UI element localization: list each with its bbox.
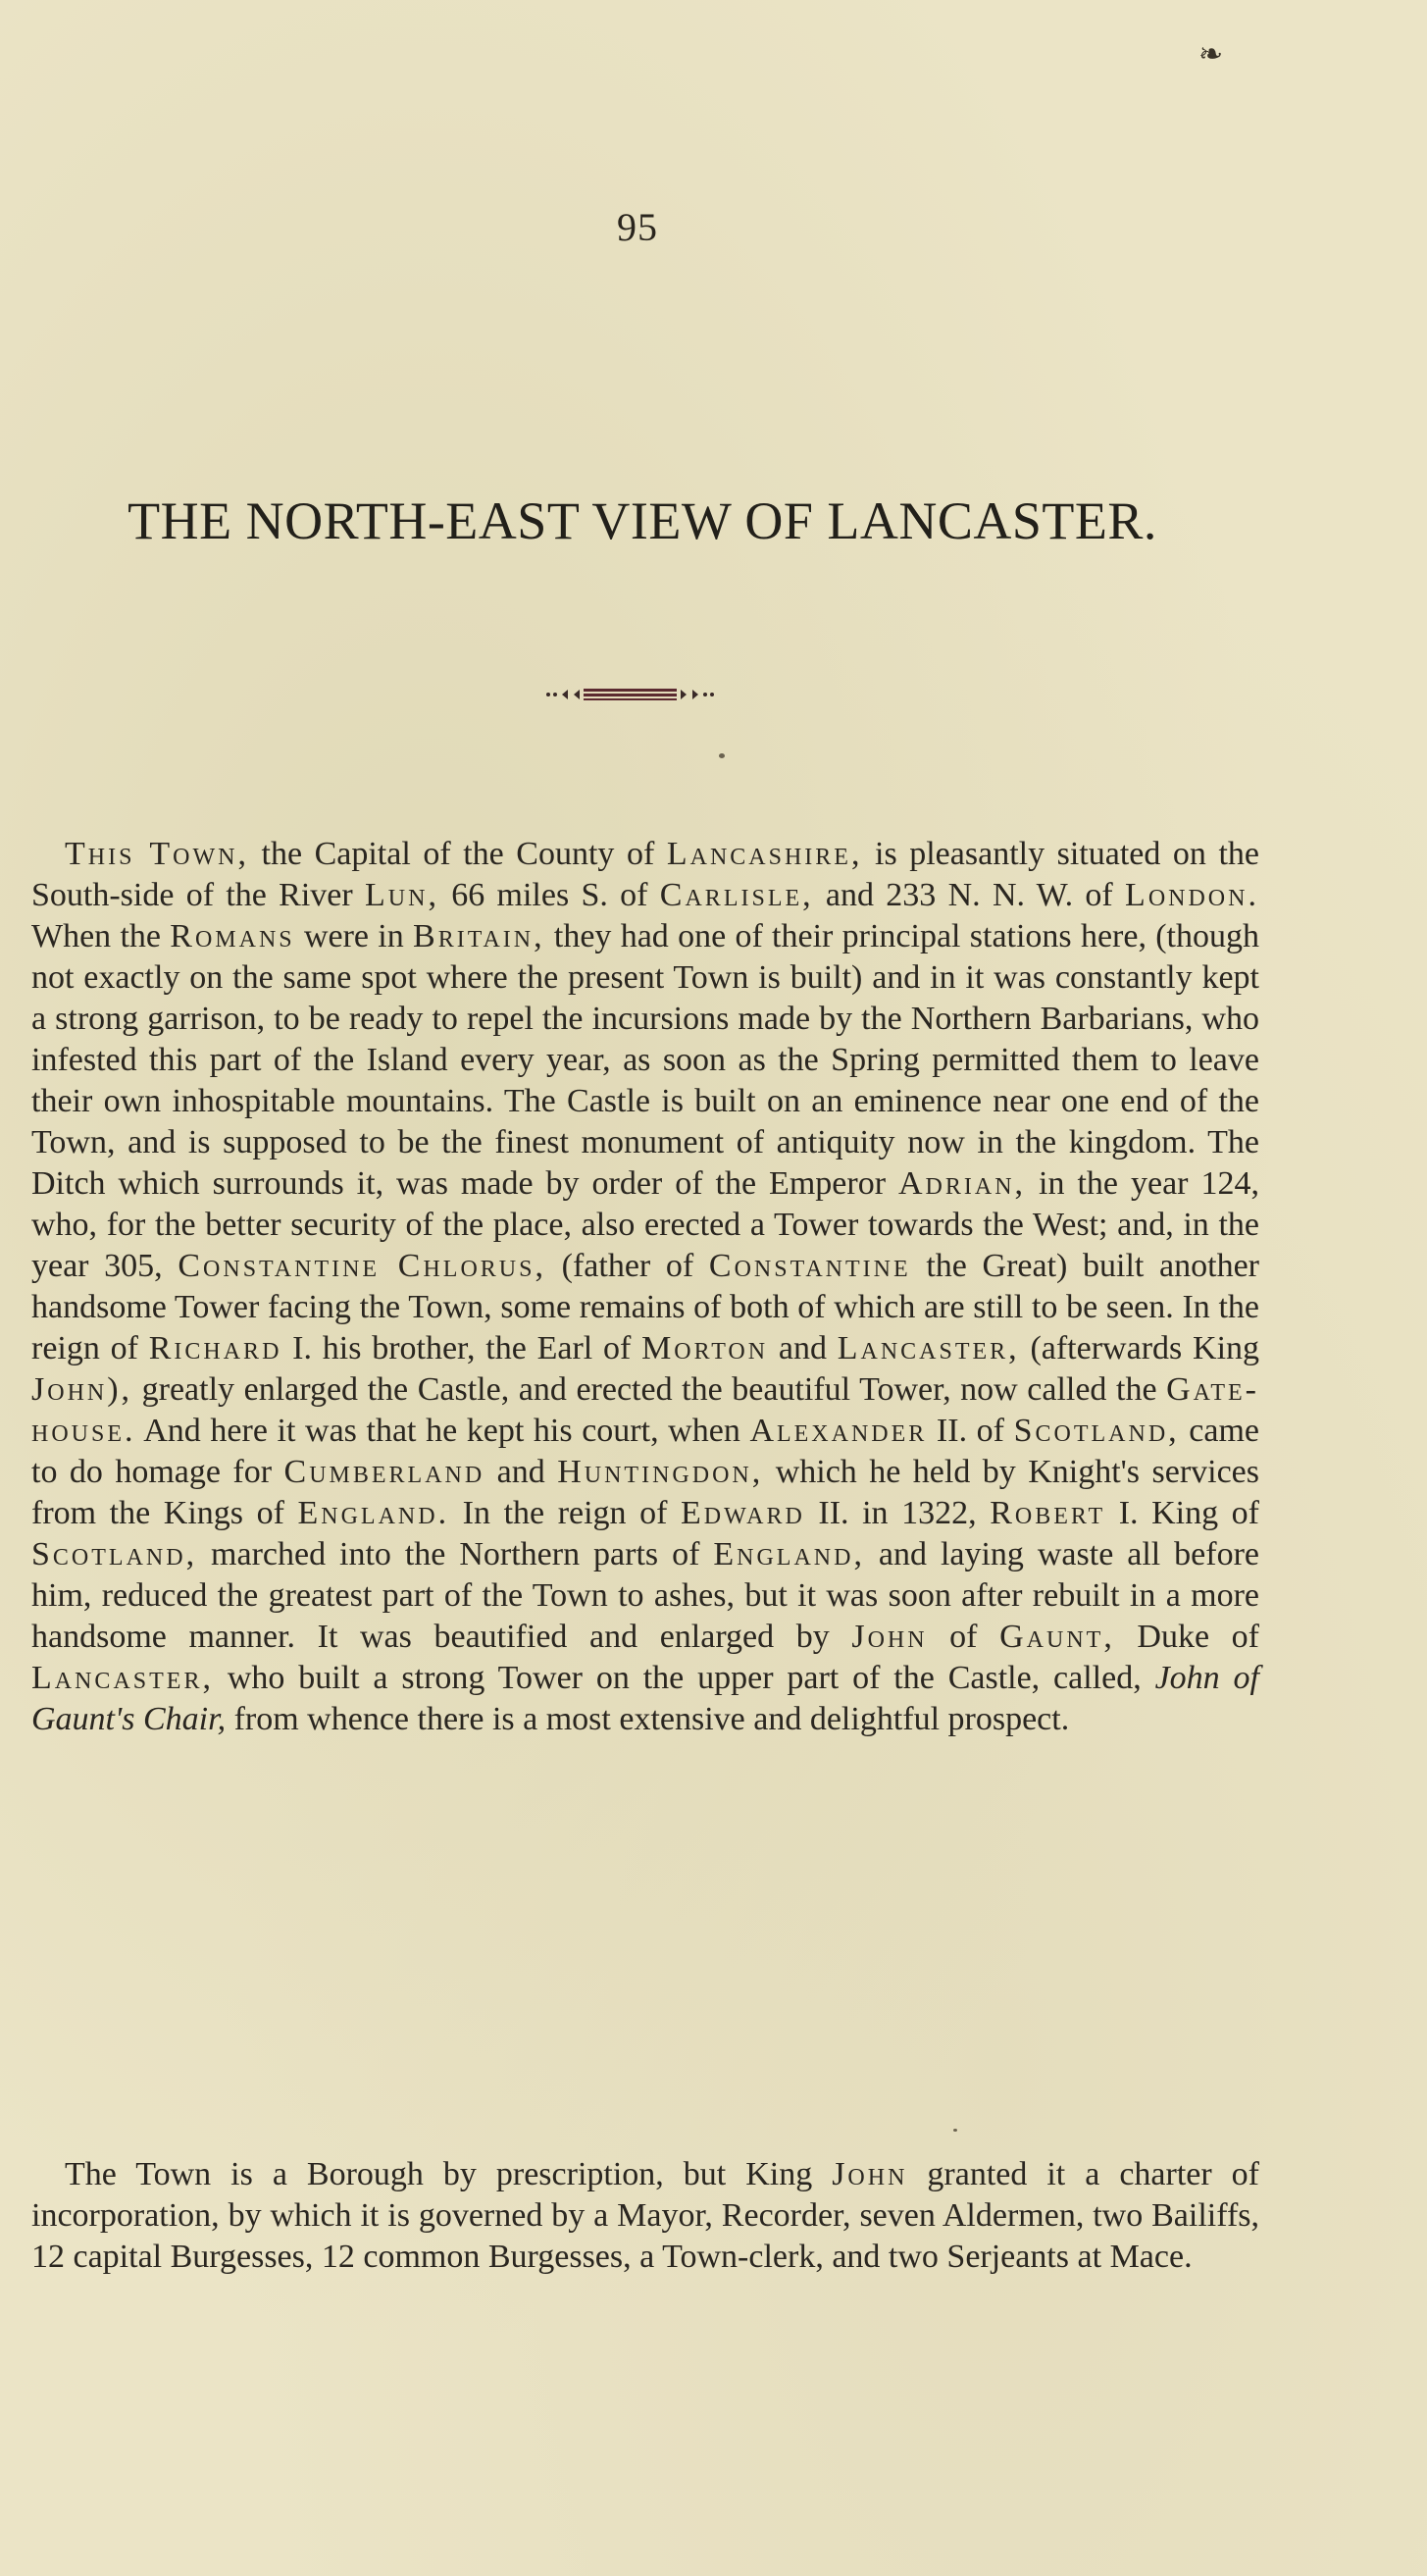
page-title: THE NORTH-EAST VIEW OF LANCASTER. bbox=[127, 491, 1157, 550]
ink-speck bbox=[953, 2129, 957, 2132]
text-run: John bbox=[832, 2156, 908, 2192]
text-run: Gaunt, bbox=[999, 1619, 1115, 1655]
ink-speck bbox=[719, 753, 725, 758]
text-run: Huntingdon, bbox=[557, 1454, 764, 1490]
text-run: the Great) built another handsome Tower facing the Town, some remains of both of which are still to be seen. In the reign of bbox=[31, 1248, 1259, 1366]
paragraph-castle-history bbox=[31, 834, 1259, 1740]
text-run: Alexander bbox=[749, 1413, 928, 1449]
text-run: II. of bbox=[927, 1413, 1014, 1449]
text-run: When the bbox=[31, 918, 171, 954]
text-run: (father of bbox=[545, 1248, 709, 1284]
text-run: Edward bbox=[681, 1495, 805, 1531]
text-run: and bbox=[768, 1330, 838, 1366]
corner-ink-mark: ❧ bbox=[1198, 38, 1224, 71]
text-run: Scotland, bbox=[1013, 1413, 1180, 1449]
text-run: Duke of bbox=[1114, 1619, 1259, 1655]
text-run: Robert bbox=[990, 1495, 1106, 1531]
text-run: John), bbox=[31, 1371, 133, 1408]
text-run: from whence there is a most extensive and delightful prospect. bbox=[226, 1701, 1070, 1737]
text-run: This Town, bbox=[65, 836, 249, 872]
text-run: Romans bbox=[170, 918, 295, 954]
paragraph-borough-charter bbox=[31, 2154, 1259, 2278]
text-run: were in bbox=[294, 918, 414, 954]
text-run: England. bbox=[297, 1495, 450, 1531]
text-run: they had one of their principal stations here, (though not exactly on the same spot where the present Town is built) and in it was constantly kept a strong garrison, to be ready to repel the incursions made by the Northern Barbarians, who infested this part of the Island every year, as soon as the Spring permitted them to leave their own inhospitable mountains. The Castle is built on an eminence near one end of the Town, and is supposed to be the finest monument of antiquity now in the kingdom. The Ditch which surrounds it, was made by order of the Emperor bbox=[31, 918, 1260, 1202]
text-run: came to do homage for bbox=[31, 1413, 1260, 1490]
text-run: John of Gaunt's Chair, bbox=[31, 1660, 1259, 1737]
text-run: Gate-house. bbox=[31, 1371, 1259, 1449]
text-run: I. his brother, the Earl of bbox=[281, 1330, 642, 1366]
text-run: (afterwards King bbox=[1019, 1330, 1260, 1366]
ornament-divider-icon bbox=[544, 683, 716, 704]
text-run: and 233 N. N. W. of bbox=[813, 877, 1126, 913]
text-run: Lun, bbox=[365, 877, 439, 913]
text-run: Scotland, bbox=[31, 1536, 198, 1572]
text-run: of bbox=[927, 1619, 1000, 1655]
text-run: Constantine Chlorus, bbox=[178, 1248, 546, 1284]
text-run: the Capital of the County of bbox=[248, 836, 667, 872]
text-run: John bbox=[851, 1619, 928, 1655]
text-run: Adrian, bbox=[898, 1165, 1027, 1202]
text-run: England, bbox=[713, 1536, 865, 1572]
text-run: Lancashire, bbox=[666, 836, 863, 872]
text-run: Morton bbox=[641, 1330, 769, 1366]
text-run: II. in 1322, bbox=[804, 1495, 991, 1531]
text-run: The Town is a Borough by prescription, but King bbox=[65, 2156, 833, 2192]
text-run: In the reign of bbox=[449, 1495, 682, 1531]
text-run: Constantine bbox=[708, 1248, 911, 1284]
text-run: London. bbox=[1125, 877, 1259, 913]
text-run: Cumberland bbox=[283, 1454, 485, 1490]
text-run: Carlisle, bbox=[659, 877, 814, 913]
text-run: granted it a charter of incorporation, by which it is governed by a Mayor, Recorder, seven Aldermen, two Bailiffs, 12 capital Burgesses, 12 common Burgesses, a Town-clerk, and two Serjeants at Mace. bbox=[31, 2156, 1259, 2275]
text-run: in the year 124, who, for the better security of the place, also erected a Tower towards the West; and, in the year 305, bbox=[31, 1165, 1259, 1284]
page-number: 95 bbox=[617, 205, 658, 249]
text-run: marched into the Northern parts of bbox=[197, 1536, 714, 1572]
text-run: Lancaster, bbox=[837, 1330, 1020, 1366]
text-run: is pleasantly situated on the South-side of the River bbox=[31, 836, 1260, 913]
text-run: who built a strong Tower on the upper part of the Castle, called, bbox=[213, 1660, 1155, 1696]
text-run: Lancaster, bbox=[31, 1660, 214, 1696]
text-run: Richard bbox=[148, 1330, 282, 1366]
text-run: and laying waste all before him, reduced the greatest part of the Town to ashes, but it was soon after rebuilt in a more handsome manner. It was beautified and enlarged by bbox=[31, 1536, 1260, 1655]
text-run: I. King of bbox=[1105, 1495, 1259, 1531]
paragraph-1-text bbox=[31, 834, 1259, 1740]
text-run: and bbox=[484, 1454, 558, 1490]
text-run: Britain, bbox=[413, 918, 545, 954]
paragraph-2-text bbox=[31, 2154, 1259, 2278]
text-run: greatly enlarged the Castle, and erected the beautiful Tower, now called the bbox=[132, 1371, 1167, 1408]
text-run: And here it was that he kept his court, when bbox=[135, 1413, 750, 1449]
text-run: which he held by Knight's services from the Kings of bbox=[31, 1454, 1259, 1531]
text-run: 66 miles S. of bbox=[438, 877, 660, 913]
